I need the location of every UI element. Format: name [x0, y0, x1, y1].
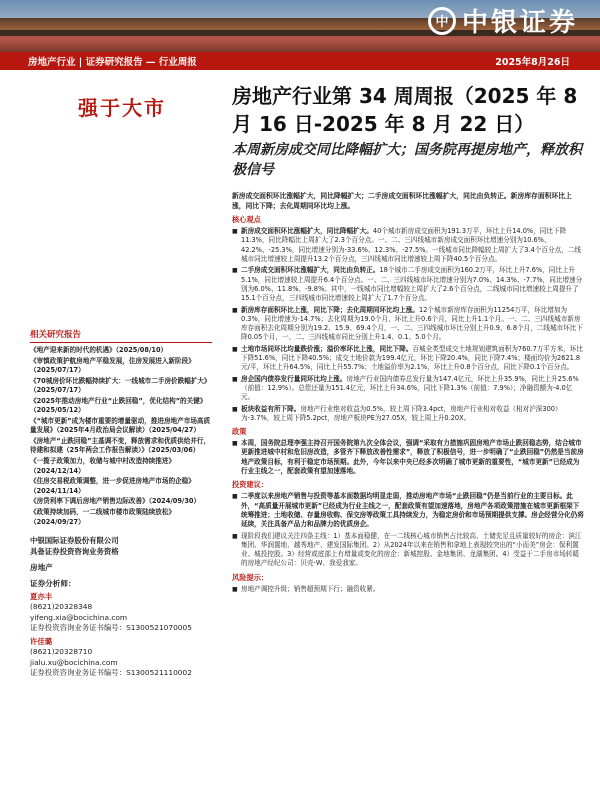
policy-heading: 政策	[232, 427, 247, 437]
investment-point: ■ 现阶段我们建议关注四条主线：1）基本面稳健，在一二线核心城市销售占比较高、土储充足且质量较好的房企：滨江集团、华润置地、越秀地产、建发国际集团。2）从2024年以来在销售和拿地上表现较突出的“小而美”房企：保利置业、城投控股。3）经营或底部上有增量或变化的房企：新城控股、金地集团、龙湖集团。4）受益于二手房市场转暖的房地产经纪公司：贝壳-W、我爱我家。	[232, 532, 584, 569]
summary-intro: 新房成交面积环比涨幅扩大，同比降幅扩大；二手房成交面积环比涨幅扩大，同比由负转正。新房库存面积环比上涨，同比下降；去化周期同环比均上涨。	[232, 192, 572, 210]
boc-logo-icon: 中	[428, 7, 456, 35]
core-point: ■ 新房库存面积环比上涨，同比下降；去化周期同环比均上涨。12个城市新房库存面积为11254万平，环比增加为0.3%，同比增速为-14.7%；去化周期为19.0个月，环比上升0.6个月，同比上升1.1个月。一、二、三四线城市新房库存面积去化周期分别为19.2、15.9、69.4个月，一、二、三四线城市环比分别上升0.9、6.8个月，二线城市环比下降0.05个月，一、二、三四线城市同比分别上升1.4、0.1、5.0个月。	[232, 306, 584, 343]
analysts-heading: 证券分析师：	[30, 578, 76, 588]
brand-name: 中银证券	[461, 8, 578, 38]
license-text: 具备证券投资咨询业务资格	[30, 546, 119, 556]
report-title: 房地产行业第 34 周周报（2025 年 8 月 16 日-2025 年 8 月 22 日）	[232, 84, 578, 136]
related-reports-list	[30, 346, 212, 527]
analyst-name: 夏亦丰	[30, 591, 53, 601]
analyst-email[interactable]: jialu.xu@bocichina.com	[30, 657, 118, 667]
analyst-cert: 证券投资咨询业务证书编号：S1300521110002	[30, 668, 192, 678]
analyst-card	[30, 592, 212, 634]
related-report-item[interactable]: 《房地产“止跌回稳”主基调不变，释放需求和优质供给并行，待建和拟建（25年两会工作报告解读）》（2025/03/06）	[30, 437, 211, 455]
report-date: 2025年8月26日	[495, 57, 570, 68]
related-report-item[interactable]: 《审慎政策护航房地产平稳发展，住房发展进入新阶段》（2025/07/17）	[30, 356, 195, 375]
breadcrumb: 房地产行业 | 证券研究报告 — 行业周报	[28, 57, 197, 68]
related-report-item[interactable]: 《一揽子政策加力，收储与城中村改造持续推进》（2024/12/14）	[30, 457, 176, 475]
core-point: ■ 板块收益有所下降。房地产行业绝对收益为0.5%，较上周下降3.4pct，房地产行业相对收益（相对沪深300）为-3.7%，较上周下降5.2pct，房地产板块PE为27.05X，较上周上升0.20X。	[232, 405, 584, 424]
report-subtitle: 本周新房成交同比降幅扩大；国务院再提房地产，释放积极信号	[232, 142, 582, 178]
core-views-heading: 核心观点	[232, 215, 261, 225]
core-point: ■ 二手房成交面积环比涨幅扩大，同比由负转正。18个城市二手房成交面积为160.2万平，环比上升7.6%，同比上升5.1%，同比增速较上周提升6.4个百分点。一、二、三四线城市环比增速分别为7.0%、14.3%、-7.7%，同比增速分别为6.0%、11.8%、-9.8%。其中，一线城市同比增幅较上周扩大了2.6个百分点，二线城市同比增速较上周提升了15.1个百分点，三四线城市同比增速较上周扩大了1.7个百分点。	[232, 266, 584, 303]
risk-point: ■ 房地产调控升级；销售超预期下行；融资收紧。	[232, 585, 584, 594]
investment-heading: 投资建议：	[232, 480, 268, 490]
core-point: ■ 土地市场同环比均量跌价涨；溢价率环比上涨，同比下降。百城全类型成交土地规划建筑面积为760.7万平方米，环比下降51.6%，同比下降40.5%；成交土地价款为199.4亿元，环比下降20.4%，同比下降7.4%；楼面均价为2621.8元/平，环比上升64.5%，同比上升55.7%；土地溢价率为2.1%，环比上升0.8个百分点，同比下降0.1个百分点。	[232, 345, 584, 373]
related-report-item[interactable]: 《2025年推动房地产行业“止跌回稳”，优化结构”的关键》（2025/05/12）	[30, 396, 207, 415]
header-info-bar	[0, 52, 600, 70]
related-report-item[interactable]: 《房贷利率下调后房地产销售边际改善》（2024/09/30）	[30, 497, 201, 506]
analyst-phone: (8621)20328710	[30, 647, 93, 657]
analyst-phone: (8621)20328348	[30, 602, 93, 612]
company-name: 中银国际证券股份有限公司	[30, 535, 119, 545]
core-point: ■ 新房成交面积环比涨幅扩大，同比降幅扩大。40个城市新房成交面积为191.3万平，环比上升14.0%，同比下降11.3%，同比降幅比上周扩大了2.3个百分点。一、二、三四线城市新房成交面积环比增速分别为10.6%、42.2%、-25.3%，同比增速分别为-33.6%、12.3%、-27.5%。一线城市同比降幅较上周扩大了3.4个百分点，二线城市同比增速较上周提升13.2个百分点，三四线城市同比增速较上周下降40.5个百分点。	[232, 227, 584, 264]
related-report-item[interactable]: 《地产迎来新的时代的机遇》（2025/08/10）	[30, 346, 168, 354]
risk-heading: 风险提示：	[232, 572, 268, 582]
analyst-card	[30, 637, 212, 679]
main-content	[232, 192, 584, 596]
brand-logo	[428, 2, 578, 39]
analyst-email[interactable]: yifeng.xia@bocichina.com	[30, 612, 128, 622]
policy-point: ■ 本周，国务院总理李强主持召开国务院第九次全体会议，强调“采取有力措施巩固房地产市场止跌回稳态势，结合城市更新推进城中村和危旧房改造，多管齐下释放改善性需求”，释放了积极信号，进一步明确了“止跌回稳”仍然是当前房地产政策目标，有利于稳定市场预期。此外，今年以来中央已经多次明确了城市更新的重要性，“城市更新”已经成为行业主线之一，配套政策有望加速落地。	[232, 439, 584, 476]
related-report-item[interactable]: 《住房交易税政策调整，进一步促进房地产市场的企稳》（2024/11/14）	[30, 477, 195, 495]
related-report-item[interactable]: 《“城市更新”成为楼市重要的增量驱动，推进房地产市场高质量发展》（2025年4月政治局会议解读）（2025/04/27）	[30, 417, 211, 435]
analyst-name: 许佳璐	[30, 636, 53, 646]
core-points	[232, 227, 584, 423]
investment-point: ■ 二季度以来房地产销售与投资等基本面数据均明显走弱，推动房地产市场“止跌回稳”仍是当前行业的主要目标。此外，“高质量开展城市更新”已经成为行业主线之一，配套政策有望加速落地，房地产各项政策措施在城市更新框架下统筹推进；土地收储、存量房收购、保交房等政策工具持续发力，为稳定房价和市场预期提供支撑。房企经营分化仍将延续，关注具备产品力和品牌力的优质房企。	[232, 492, 584, 529]
sector-label: 房地产	[30, 562, 53, 572]
related-reports-heading: 相关研究报告	[30, 328, 212, 343]
industry-rating: 强于大市	[78, 96, 166, 120]
header-banner	[0, 0, 600, 52]
related-report-item[interactable]: 《70城房价环比跌幅持续扩大：一线城市二手房价跌幅扩大》（2025/07/17）	[30, 376, 211, 395]
core-point: ■ 房企国内债券发行量同环比均上涨。房地产行业国内债券总发行量为147.4亿元，环比上升35.9%，同比上升25.6%（前值：12.9%）。总偿还量为151.4亿元，环比上升34.6%，同比下降1.3%（前值：7.9%）；净融资额为-4.0亿元。	[232, 375, 584, 403]
analyst-cert: 证券投资咨询业务证书编号：S1300521070005	[30, 623, 192, 633]
sidebar	[30, 328, 212, 679]
related-report-item[interactable]: 《政策持续加码，一二线城市楼市政策陆续放松》（2024/09/27）	[30, 508, 176, 526]
